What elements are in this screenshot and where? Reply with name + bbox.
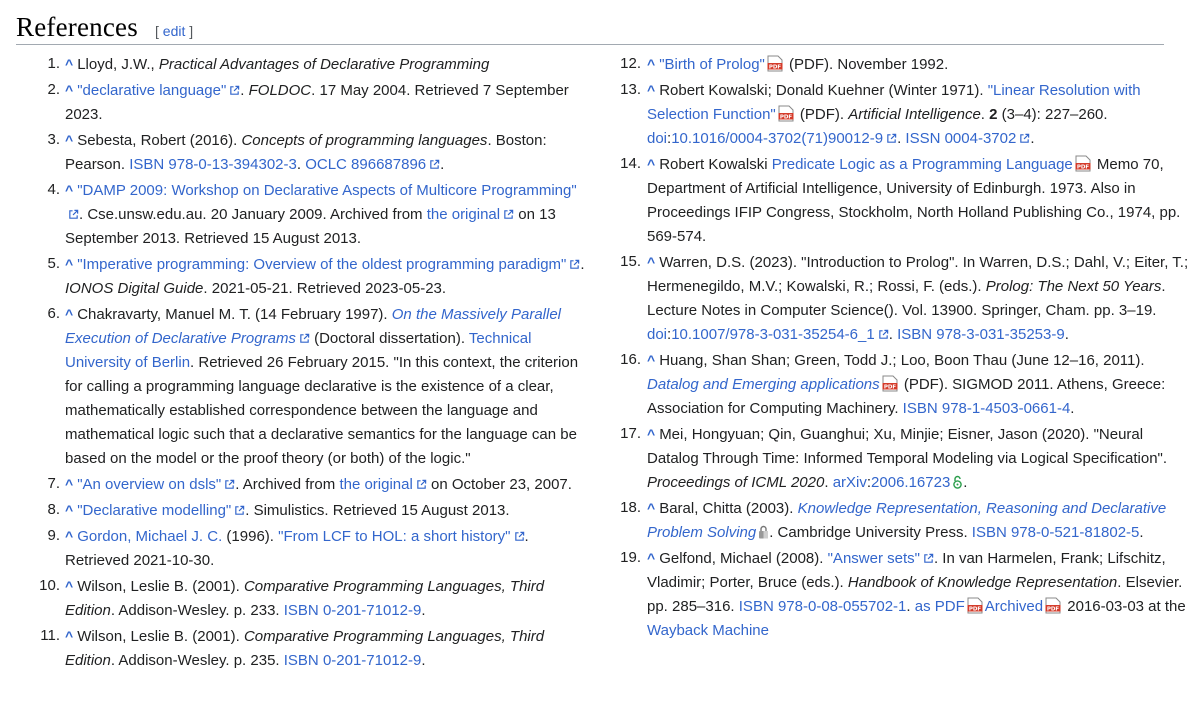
- text: . Archived from: [235, 476, 340, 493]
- isbn-link[interactable]: ISBN: [283, 652, 319, 669]
- reference-item: [612, 496, 1192, 545]
- text: .: [440, 156, 445, 173]
- reference-item: [612, 52, 1192, 77]
- reference-number: 17.: [620, 425, 641, 442]
- backlink-caret[interactable]: ^: [647, 156, 656, 172]
- reference-number: 8.: [47, 501, 60, 518]
- oclc-link[interactable]: OCLC: [305, 156, 347, 173]
- backlink-caret[interactable]: ^: [65, 306, 74, 322]
- text: Sebesta, Robert (2016).: [77, 132, 242, 149]
- text: .: [963, 474, 968, 491]
- text: on October 23, 2007.: [426, 476, 572, 493]
- reference-link[interactable]: "Imperative programming: Overview of the oldest programming paradigm": [77, 256, 567, 273]
- text: Gelfond, Michael (2008).: [659, 550, 828, 567]
- references-column-left: [30, 52, 590, 674]
- backlink-caret[interactable]: ^: [647, 254, 656, 270]
- pdf-icon: [1045, 597, 1061, 614]
- text: Wilson, Leslie B. (2001).: [77, 578, 244, 595]
- text: Lloyd, J.W.,: [77, 56, 159, 73]
- isbn-value-link[interactable]: 0-201-71012-9: [322, 602, 422, 619]
- section-header: [16, 10, 1164, 45]
- backlink-caret[interactable]: ^: [647, 352, 656, 368]
- archive-original-link[interactable]: the original: [426, 206, 501, 223]
- isbn-value-link[interactable]: 978-0-521-81802-5: [1010, 524, 1140, 541]
- text: .: [1064, 326, 1069, 343]
- reference-text: [65, 302, 590, 471]
- external-link-icon: [878, 329, 889, 340]
- text: Huang, Shan Shan; Green, Todd J.; Loo, Boon Thau (June 12–16, 2011).: [659, 352, 1145, 369]
- oclc-value-link[interactable]: 896687896: [351, 156, 427, 173]
- reference-text: [65, 472, 590, 497]
- issn-link[interactable]: ISSN: [905, 130, 941, 147]
- text: . Addison-Wesley. p. 233.: [110, 602, 284, 619]
- text: . Cambridge University Press.: [769, 524, 972, 541]
- backlink-caret[interactable]: ^: [65, 476, 74, 492]
- work-title: Proceedings of ICML 2020: [647, 474, 825, 491]
- pdf-icon: [882, 375, 898, 392]
- reference-item: [30, 472, 590, 497]
- external-link-icon: [224, 479, 235, 490]
- external-link-icon: [569, 259, 580, 270]
- isbn-link[interactable]: ISBN: [902, 400, 938, 417]
- reference-text: [65, 498, 590, 523]
- reference-number: 13.: [620, 81, 641, 98]
- backlink-caret[interactable]: ^: [65, 56, 74, 72]
- text: . Boston: Pearson.: [65, 132, 547, 173]
- registration-lock-icon: [758, 525, 769, 539]
- volume-number: 2: [989, 106, 998, 123]
- work-title: Concepts of programming languages: [241, 132, 488, 149]
- text: . Cse.unsw.edu.au. 20 January 2009. Archived from: [79, 206, 427, 223]
- reference-item: [612, 152, 1192, 249]
- reference-number: 18.: [620, 499, 641, 516]
- backlink-caret[interactable]: ^: [65, 132, 74, 148]
- reference-link[interactable]: "An overview on dsls": [77, 476, 222, 493]
- reference-item: [30, 498, 590, 523]
- text: :: [667, 130, 672, 147]
- reference-item: [30, 252, 590, 301]
- text: Robert Kowalski; Donald Kuehner (Winter 1971).: [659, 82, 988, 99]
- isbn-value-link[interactable]: 978-1-4503-0661-4: [941, 400, 1071, 417]
- reference-text: [647, 496, 1192, 545]
- svg-text:PDF: PDF: [779, 114, 792, 121]
- text: Chakravarty, Manuel M. T. (14 February 1997).: [77, 306, 392, 323]
- pdf-icon: [778, 105, 794, 122]
- text: . In van Harmelen, Frank; Lifschitz, Vladimir; Porter, Bruce (eds.).: [647, 550, 1166, 591]
- backlink-caret[interactable]: ^: [65, 256, 74, 272]
- pdf-icon: [1075, 155, 1091, 172]
- work-title: On the Massively Parallel Execution of Declarative Programs: [65, 306, 561, 347]
- external-link-icon: [416, 479, 427, 490]
- reference-text: [647, 52, 1192, 77]
- text: (1996).: [222, 528, 279, 545]
- reference-number: 6.: [47, 305, 60, 322]
- reference-item: [30, 52, 590, 77]
- reference-link[interactable]: [647, 376, 880, 393]
- reference-number: 10.: [39, 577, 60, 594]
- work-title: Knowledge Representation, Reasoning and Declarative Problem Solving: [647, 500, 1167, 541]
- pdf-link[interactable]: as PDF: [914, 598, 965, 615]
- reference-number: 16.: [620, 351, 641, 368]
- reference-number: 15.: [620, 253, 641, 270]
- reference-text: [647, 348, 1192, 421]
- reference-number: 2.: [47, 81, 60, 98]
- text: (3–4): 227–260.: [997, 106, 1108, 123]
- reference-number: 5.: [47, 255, 60, 272]
- reference-link[interactable]: "Birth of Prolog": [659, 56, 765, 73]
- reference-item: [612, 250, 1192, 347]
- text: .: [421, 602, 426, 619]
- text: .: [888, 326, 898, 343]
- reference-link[interactable]: "declarative language": [77, 82, 227, 99]
- edit-bracket-close: ]: [185, 23, 194, 39]
- backlink-caret[interactable]: ^: [647, 550, 656, 566]
- isbn-value-link[interactable]: 978-0-08-055702-1: [777, 598, 907, 615]
- external-link-icon: [68, 209, 79, 220]
- reference-number: 14.: [620, 155, 641, 172]
- author-link[interactable]: Gordon, Michael J. C.: [77, 528, 223, 545]
- reference-number: 4.: [47, 181, 60, 198]
- reference-item: [30, 302, 590, 471]
- svg-text:PDF: PDF: [768, 64, 782, 71]
- isbn-value-link[interactable]: 978-0-13-394302-3: [168, 156, 297, 173]
- reference-text: [65, 624, 590, 673]
- pdf-icon: [967, 597, 983, 614]
- reference-item: [30, 78, 590, 127]
- text: Warren, D.S. (2023). "Introduction to Prolog". In Warren, D.S.; Dahl, V.; Eiter, T.; Hermenegildo, M.V.; Kowalski, R.; Rossi, F. (eds.).: [647, 254, 1189, 295]
- text: (Doctoral dissertation).: [309, 330, 469, 347]
- reference-link[interactable]: "From LCF to HOL: a short history": [278, 528, 511, 545]
- reference-link[interactable]: "Answer sets": [827, 550, 920, 567]
- external-link-icon: [229, 85, 240, 96]
- reference-text: [647, 422, 1192, 495]
- text: .: [421, 652, 426, 669]
- text: .: [240, 82, 249, 99]
- text: . 17 May 2004. Retrieved 7 September 2023.: [65, 82, 569, 123]
- text: .: [897, 130, 906, 147]
- work-title: IONOS Digital Guide: [65, 280, 204, 297]
- external-link-icon: [234, 505, 245, 516]
- arxiv-link[interactable]: arXiv: [832, 474, 867, 491]
- archived-link[interactable]: Archived: [984, 598, 1044, 615]
- backlink-caret[interactable]: ^: [65, 502, 74, 518]
- text: on 13 September 2013. Retrieved 15 August 2013.: [65, 206, 556, 247]
- doi-value-link[interactable]: 10.1007/978-3-031-35254-6_1: [671, 326, 875, 343]
- archive-original-link[interactable]: the original: [339, 476, 413, 493]
- doi-link[interactable]: doi: [647, 130, 668, 147]
- text: 2016-03-03 at the: [1063, 598, 1186, 615]
- isbn-link[interactable]: ISBN: [738, 598, 774, 615]
- backlink-caret[interactable]: ^: [647, 500, 656, 516]
- section-title: References: [16, 12, 138, 42]
- text: .: [1139, 524, 1144, 541]
- backlink-caret[interactable]: ^: [65, 82, 74, 98]
- text: :: [866, 474, 872, 491]
- text: :: [667, 326, 672, 343]
- text: .: [906, 598, 915, 615]
- reference-text: [65, 178, 590, 251]
- external-link-icon: [503, 209, 514, 220]
- reference-item: [612, 546, 1192, 643]
- text: .: [1070, 400, 1075, 417]
- pdf-icon: [767, 55, 783, 72]
- isbn-link[interactable]: ISBN: [971, 524, 1007, 541]
- quote-text: . Retrieved 26 February 2015. "In this context, the criterion for calling a programming language declarative is the existence of a clear, mathematically established correspondence between the language and mathematical logic such that a declarative semantics for the language can be based on the model or the proof theory (or both) of the logic.": [65, 354, 579, 467]
- external-link-icon: [1019, 133, 1030, 144]
- reference-text: [647, 546, 1192, 643]
- text: (PDF). SIGMOD 2011. Athens, Greece: Association for Computing Machinery.: [647, 376, 1166, 417]
- arxiv-value-link[interactable]: 2006.16723: [871, 474, 951, 491]
- text: .: [296, 156, 306, 173]
- text: .: [1030, 130, 1035, 147]
- reference-number: 12.: [620, 55, 641, 72]
- work-title: Prolog: The Next 50 Years: [985, 278, 1162, 295]
- isbn-link[interactable]: ISBN: [129, 156, 165, 173]
- wayback-machine-link[interactable]: Wayback Machine: [647, 622, 769, 639]
- text: .: [580, 256, 585, 273]
- work-title: Handbook of Knowledge Representation: [847, 574, 1118, 591]
- text: (PDF). November 1992.: [784, 56, 949, 73]
- work-title: FOLDOC: [248, 82, 312, 99]
- svg-text:PDF: PDF: [1076, 164, 1089, 171]
- text: .: [824, 474, 833, 491]
- text: Robert Kowalski: [659, 156, 772, 173]
- text: Baral, Chitta (2003).: [659, 500, 798, 517]
- reference-link[interactable]: "DAMP 2009: Workshop on Declarative Aspects of Multicore Programming": [77, 182, 577, 199]
- reference-text: [647, 78, 1192, 151]
- backlink-caret[interactable]: ^: [65, 528, 74, 544]
- isbn-value-link[interactable]: 0-201-71012-9: [322, 652, 422, 669]
- edit-link[interactable]: edit: [162, 23, 186, 39]
- reference-number: 9.: [47, 527, 60, 544]
- text: . Lecture Notes in Computer Science(). Vol. 13900. Springer, Cham. pp. 3–19.: [647, 278, 1166, 319]
- references-column-right: [612, 52, 1192, 644]
- work-title: Artificial Intelligence: [848, 106, 981, 123]
- reference-number: 11.: [40, 627, 60, 644]
- external-link-icon: [923, 553, 934, 564]
- external-link-icon: [514, 531, 525, 542]
- reference-item: [30, 574, 590, 623]
- doi-value-link[interactable]: 10.1016/0004-3702(71)90012-9: [671, 130, 884, 147]
- reference-item: [30, 524, 590, 573]
- backlink-caret[interactable]: ^: [65, 182, 74, 198]
- reference-text: [65, 52, 590, 77]
- svg-text:PDF: PDF: [883, 384, 896, 391]
- reference-link[interactable]: "Declarative modelling": [77, 502, 232, 519]
- backlink-caret[interactable]: ^: [65, 628, 74, 644]
- text: . Elsevier. pp. 285–316.: [647, 574, 1183, 615]
- reference-text: [65, 252, 590, 301]
- work-title: Practical Advantages of Declarative Programming: [158, 56, 490, 73]
- backlink-caret[interactable]: ^: [647, 56, 656, 72]
- edit-bracket-open: [: [155, 23, 163, 39]
- reference-number: 7.: [47, 475, 60, 492]
- text: Mei, Hongyuan; Qin, Guanghui; Xu, Minjie; Eisner, Jason (2020). "Neural Datalog Through Time: Informed Temporal Modeling via Logical Specification".: [647, 426, 1168, 467]
- reference-text: [65, 128, 590, 177]
- external-link-icon: [299, 333, 310, 344]
- svg-text:PDF: PDF: [968, 606, 981, 613]
- isbn-link[interactable]: ISBN: [283, 602, 319, 619]
- reference-text: [647, 250, 1192, 347]
- backlink-caret[interactable]: ^: [647, 82, 656, 98]
- text: Wilson, Leslie B. (2001).: [77, 628, 244, 645]
- text: Memo 70, Department of Artificial Intelligence, University of Edinburgh. 1973. Also in Proceedings IFIP Congress, Stockholm, North Holland Publishing Co., 1974, pp. 569-574.: [647, 156, 1181, 245]
- reference-item: [612, 78, 1192, 151]
- text: . Addison-Wesley. p. 235.: [110, 652, 284, 669]
- reference-item: [612, 348, 1192, 421]
- reference-link[interactable]: "Linear Resolution with Selection Function": [647, 82, 1141, 123]
- text: .: [980, 106, 990, 123]
- edit-section: [155, 23, 193, 39]
- work-title: Datalog and Emerging applications: [647, 376, 880, 393]
- institution-link[interactable]: Technical University of Berlin: [65, 330, 532, 371]
- reference-item: [30, 624, 590, 673]
- doi-link[interactable]: doi: [647, 326, 668, 343]
- text: (PDF).: [795, 106, 849, 123]
- text: . Retrieved 2021-10-30.: [65, 528, 529, 569]
- work-title: Comparative Programming Languages, Third Edition: [65, 628, 545, 669]
- reference-item: [30, 128, 590, 177]
- isbn-link[interactable]: ISBN: [897, 326, 933, 343]
- external-link-icon: [429, 159, 440, 170]
- issn-value-link[interactable]: 0004-3702: [944, 130, 1017, 147]
- backlink-caret[interactable]: ^: [647, 426, 656, 442]
- work-title: Comparative Programming Languages, Third Edition: [65, 578, 545, 619]
- reference-number: 1.: [47, 55, 60, 72]
- text: . 2021-05-21. Retrieved 2023-05-23.: [203, 280, 447, 297]
- reference-item: [612, 422, 1192, 495]
- external-link-icon: [886, 133, 897, 144]
- open-access-lock-icon: [952, 475, 963, 489]
- svg-text:PDF: PDF: [1046, 606, 1060, 613]
- reference-number: 3.: [47, 131, 60, 148]
- reference-text: [65, 574, 590, 623]
- isbn-value-link[interactable]: 978-3-031-35253-9: [936, 326, 1065, 343]
- reference-number: 19.: [620, 549, 641, 566]
- reference-text: [647, 152, 1192, 249]
- reference-item: [30, 178, 590, 251]
- text: . Simulistics. Retrieved 15 August 2013.: [245, 502, 510, 519]
- reference-text: [65, 524, 590, 573]
- reference-text: [65, 78, 590, 127]
- reference-link[interactable]: Predicate Logic as a Programming Language: [771, 156, 1073, 173]
- backlink-caret[interactable]: ^: [65, 578, 74, 594]
